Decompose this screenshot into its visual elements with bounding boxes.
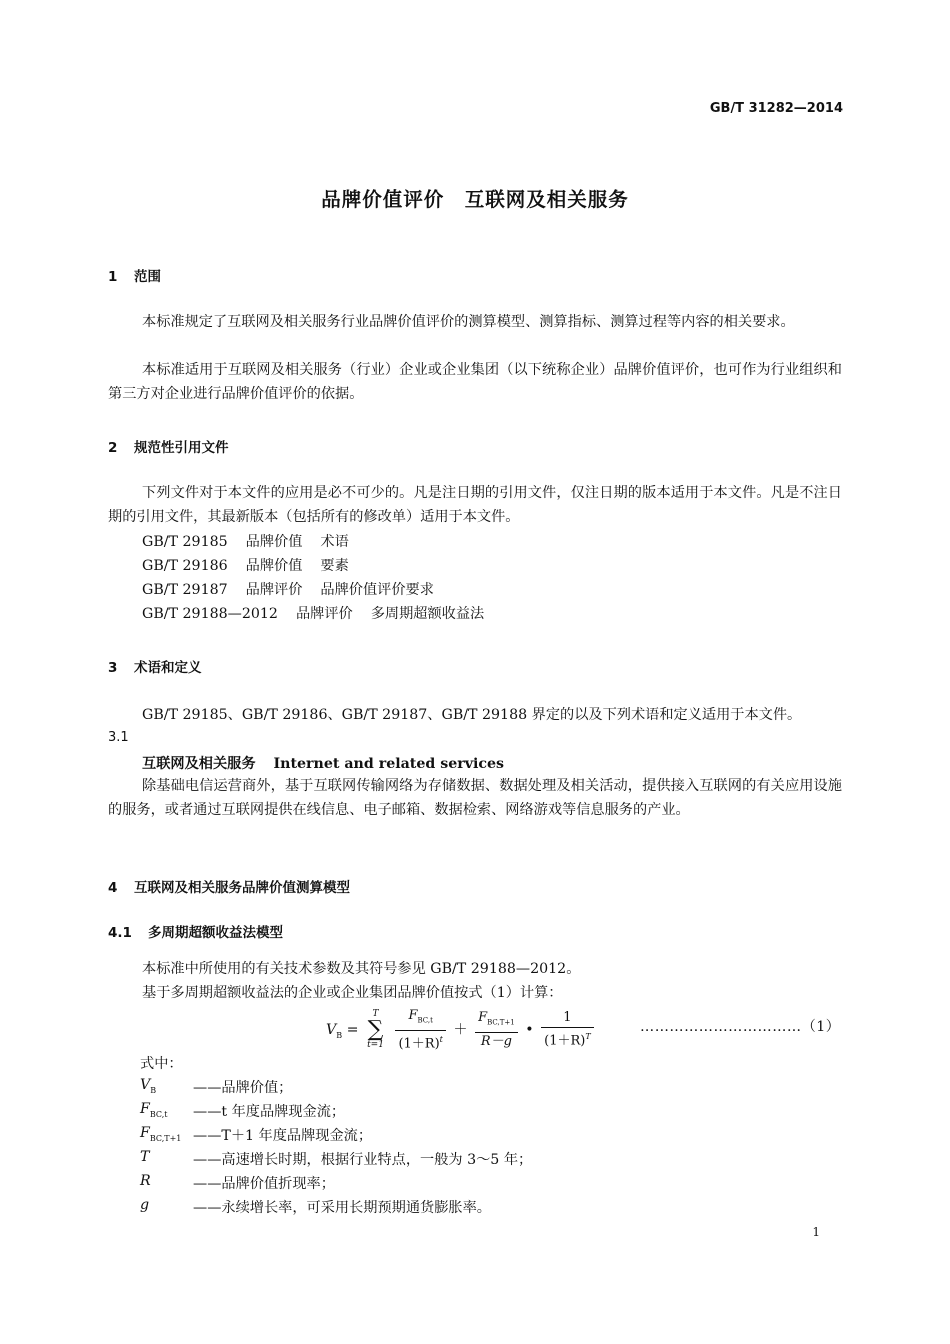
symbol-definition: ——t 年度品牌现金流； [193,1104,346,1120]
section-4-heading [108,876,350,896]
reference-item [142,531,367,551]
paragraph: 本标准规定了互联网及相关服务行业品牌价值评价的测算模型、测算指标、测算过程等内容的相关要求。 [142,314,795,330]
section-1-heading [108,265,161,285]
term-en: Internet and related services [273,756,505,772]
section-number: 4 [108,880,118,896]
symbol-r [140,1173,151,1189]
section-title: 术语和定义 [134,660,202,676]
symbol-letter: g [140,1197,150,1213]
section-3-heading [108,656,202,676]
section-number: 2 [108,440,118,456]
reference-code: GB/T 29188—2012 [142,606,278,622]
term-definition: 除基础电信运营商外，基于互联网传输网络为存储数据、数据处理及相关活动，提供接入互联网的有关应用设施的服务，或者通过互联网提供在线信息、电子邮箱、数据检索、网络游戏等信息服务的产业。 [108,778,842,818]
reference-title: 品牌价值评价要求 [320,582,434,598]
reference-item [142,603,502,623]
symbol-sub: B [150,1085,157,1095]
section-title: 规范性引用文件 [134,440,229,456]
symbol-letter: F [140,1125,150,1141]
symbol-t [140,1149,149,1165]
equation-number: ……………………………（1） [640,1019,841,1035]
symbol-g [140,1197,149,1213]
symbol-sub: BC,t [149,1109,168,1119]
symbol-sub: BC,T+1 [149,1133,182,1143]
reference-title: 术语 [320,534,349,550]
f2-denominator: R－g [480,1033,512,1049]
standard-number: GB/T 31282—2014 [709,101,843,116]
term-zh: 互联网及相关服务 [142,756,256,772]
paragraph: GB/T 29185、GB/T 29186、GB/T 29187、GB/T 29188 界定的以及下列术语和定义适用于本文件。 [142,707,802,723]
f2-numerator-sub: BC,T+1 [487,1018,515,1027]
formula-equals: = [346,1021,359,1038]
section-2-heading [108,436,229,456]
symbol-fbct1 [140,1125,181,1143]
reference-code: GB/T 29185 [142,534,228,550]
f1-denominator: (1＋R) [398,1035,440,1051]
term-number: 3.1 [108,730,129,745]
section-title: 互联网及相关服务品牌价值测算模型 [134,880,350,896]
sum-top: T [372,1008,379,1019]
reference-name: 品牌评价 [245,582,303,598]
reference-item [142,555,367,575]
symbol-letter: V [140,1077,151,1093]
paragraph: 下列文件对于本文件的应用是必不可少的。凡是注日期的引用文件，仅注日期的版本适用于本文件。凡是不注日期的引用文件，其最新版本（包括所有的修改单）适用于本文件。 [108,485,842,525]
symbol-fbct [140,1101,167,1119]
reference-title: 多周期超额收益法 [370,606,485,622]
formula [326,1007,597,1051]
symbol-letter: R [140,1173,151,1189]
symbol-letter: F [140,1101,150,1117]
term-heading [142,753,504,773]
reference-code: GB/T 29187 [142,582,228,598]
sum-symbol: ∑ [367,1016,384,1042]
section-number: 3 [108,660,118,676]
symbol-letter: T [140,1149,150,1165]
subsection-title: 多周期超额收益法模型 [148,925,283,941]
fraction-2 [475,1009,518,1051]
f3-denominator: (1＋R) [544,1033,586,1049]
section-title: 范围 [134,269,161,285]
subsection-number: 4.1 [108,925,132,941]
summation [367,1010,384,1050]
reference-item [142,579,452,599]
formula-plus: ＋ [453,1021,468,1038]
page-number: 1 [812,1225,820,1239]
section-number: 1 [108,269,118,285]
fraction-3 [541,1009,594,1050]
f1-numerator-sub: BC,t [417,1016,433,1025]
formula-lhs: V [326,1021,337,1038]
reference-code: GB/T 29186 [142,558,228,574]
f1-denominator-sup: t [439,1034,443,1044]
paragraph: 本标准中所使用的有关技术参数及其符号参见 GB/T 29188—2012。 [142,961,581,977]
f1-numerator: F [408,1008,418,1023]
formula-dot: • [525,1021,534,1038]
symbol-definition: ——高速增长时期，根据行业特点，一般为 3～5 年； [193,1152,533,1168]
paragraph: 本标准适用于互联网及相关服务（行业）企业或企业集团（以下统称企业）品牌价值评价，也可作为行业组织和第三方对企业进行品牌价值评价的依据。 [108,362,842,402]
symbol-definition: ——品牌价值； [193,1080,293,1096]
symbol-definition: ——T＋1 年度品牌现金流； [193,1128,373,1144]
f3-denominator-sup: T [585,1032,591,1042]
f3-numerator: 1 [541,1009,594,1028]
sum-bottom: t=1 [367,1039,384,1050]
symbol-definition: ——品牌价值折现率； [193,1176,335,1192]
subsection-heading [108,921,283,941]
reference-name: 品牌价值 [245,558,303,574]
where-label: 式中： [140,1056,183,1072]
fraction-1 [395,1007,445,1053]
paragraph: 基于多周期超额收益法的企业或企业集团品牌价值按式（1）计算： [142,985,563,1001]
formula-lhs-sub: B [336,1030,343,1040]
symbol-definition: ——永续增长率，可采用长期预期通货膨胀率。 [193,1200,491,1216]
document-title: 品牌价值评价 互联网及相关服务 [321,188,629,211]
reference-title: 要素 [320,558,349,574]
reference-name: 品牌价值 [245,534,303,550]
symbol-vb [140,1077,156,1095]
reference-name: 品牌评价 [295,606,353,622]
f2-numerator: F [478,1010,488,1026]
